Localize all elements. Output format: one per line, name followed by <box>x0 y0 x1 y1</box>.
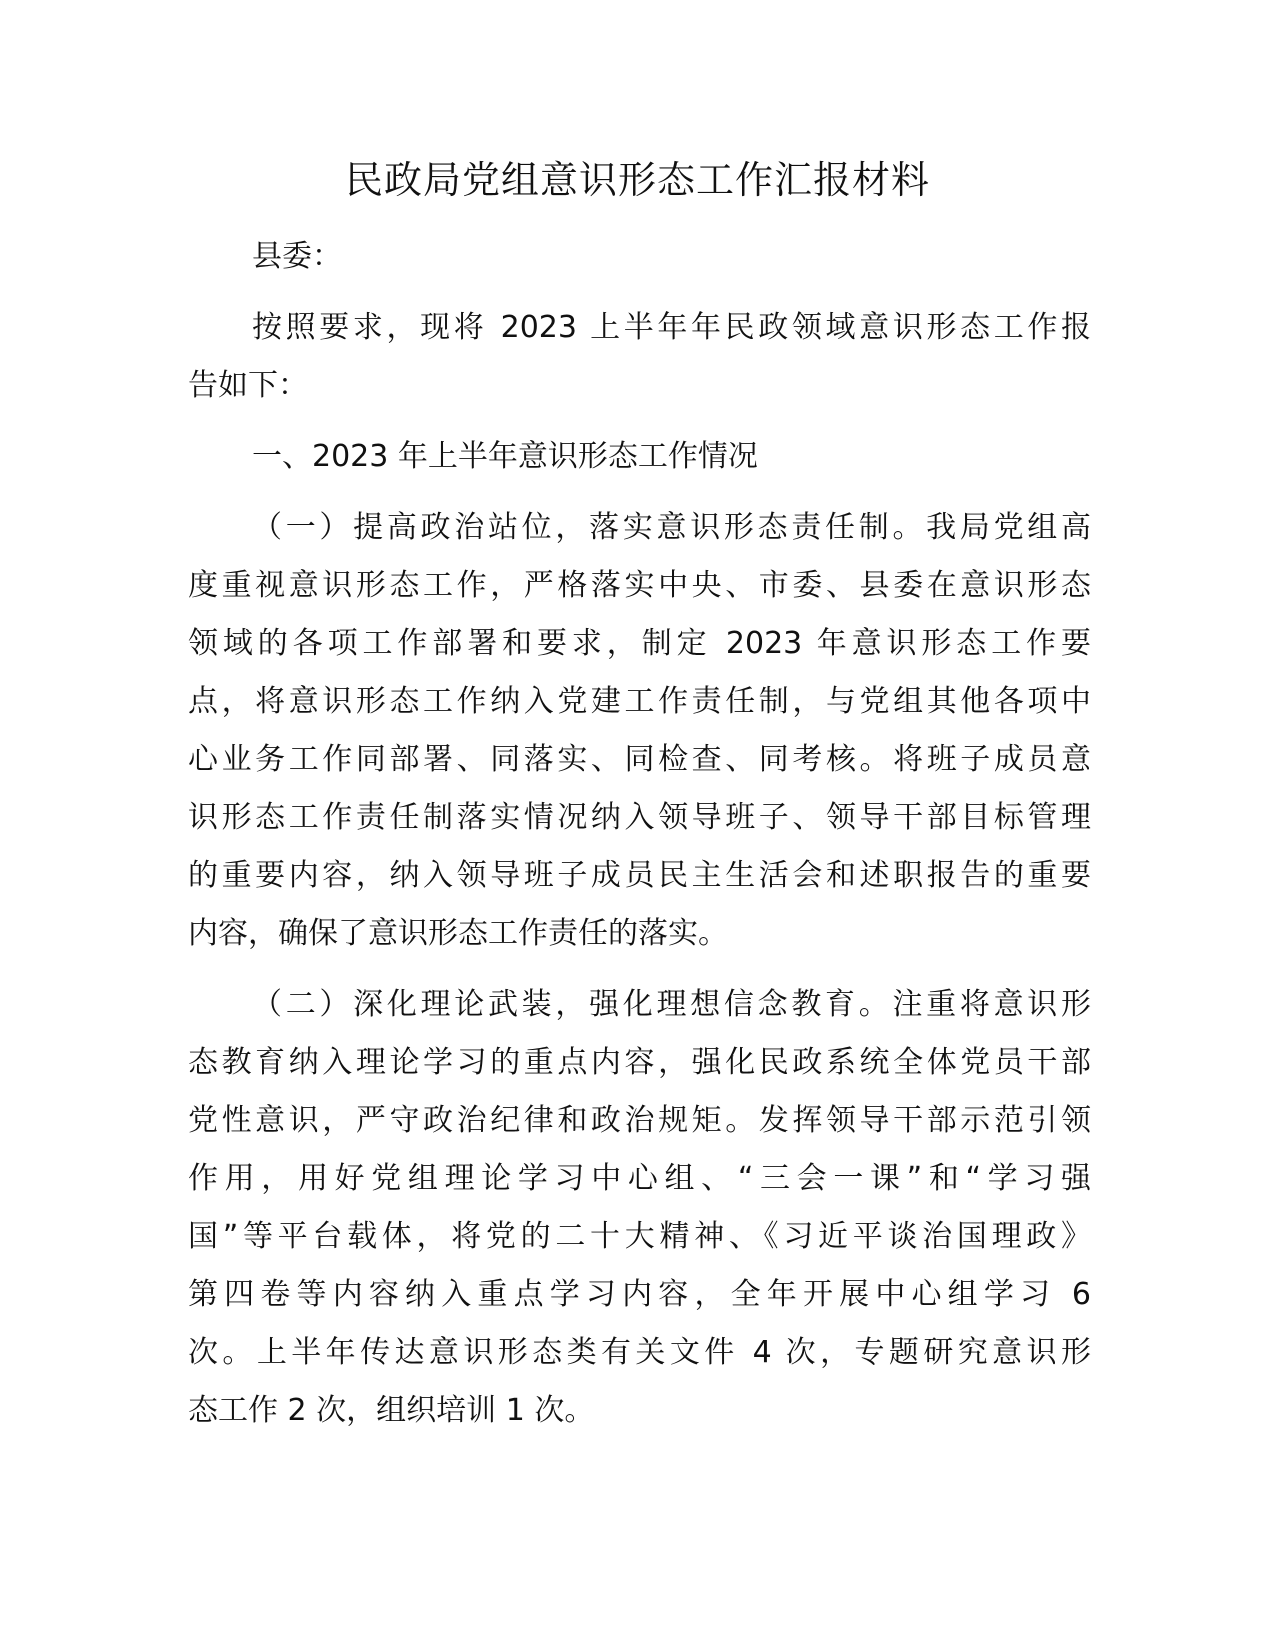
paragraph-line: 心业务工作同部署、同落实、同检查、同考核。将班子成员意 <box>188 742 1091 777</box>
paragraph-line: 识形态工作责任制落实情况纳入领导班子、领导干部目标管理 <box>188 800 1091 835</box>
paragraph-line: 按照要求，现将 2023 上半年年民政领域意识形态工作报 <box>252 310 1091 345</box>
paragraph-line: 告如下： <box>188 368 308 403</box>
intro-paragraph <box>188 299 1091 415</box>
paragraph-line: （一）提高政治站位，落实意识形态责任制。我局党组高 <box>252 510 1091 545</box>
document-title: 民政局党组意识形态工作汇报材料 <box>344 158 930 202</box>
paragraph-line: 次。上半年传达意识形态类有关文件 4 次，专题研究意识形 <box>188 1335 1091 1370</box>
paragraph-line: 第四卷等内容纳入重点学习内容，全年开展中心组学习 6 <box>188 1277 1091 1312</box>
paragraph-line: 作用，用好党组理论学习中心组、“三会一课”和“学习强 <box>188 1161 1091 1196</box>
paragraph-line: 态教育纳入理论学习的重点内容，强化民政系统全体党员干部 <box>188 1045 1091 1080</box>
paragraph-line: 党性意识，严守政治纪律和政治规矩。发挥领导干部示范引领 <box>188 1103 1091 1138</box>
paragraph-line: 领域的各项工作部署和要求，制定 2023 年意识形态工作要 <box>188 626 1091 661</box>
paragraph-line: 内容，确保了意识形态工作责任的落实。 <box>188 916 728 951</box>
paragraph-line: 国”等平台载体，将党的二十大精神、《习近平谈治国理政》 <box>188 1219 1091 1254</box>
paragraph-line: （二）深化理论武装，强化理想信念教育。注重将意识形 <box>252 987 1091 1022</box>
section-1-2-paragraph <box>188 976 1091 1440</box>
salutation-paragraph <box>188 228 1091 286</box>
paragraph-line: 点，将意识形态工作纳入党建工作责任制，与党组其他各项中 <box>188 684 1091 719</box>
section-1-1-paragraph <box>188 499 1091 963</box>
paragraph-line: 度重视意识形态工作，严格落实中央、市委、县委在意识形态 <box>188 568 1091 603</box>
section-heading: 一、2023 年上半年意识形态工作情况 <box>252 439 758 474</box>
section-heading-paragraph <box>188 428 1091 486</box>
document-body <box>188 228 1091 1453</box>
paragraph-line: 态工作 2 次，组织培训 1 次。 <box>188 1393 595 1428</box>
paragraph-line: 的重要内容，纳入领导班子成员民主生活会和述职报告的重要 <box>188 858 1091 893</box>
salutation: 县委： <box>252 239 342 274</box>
